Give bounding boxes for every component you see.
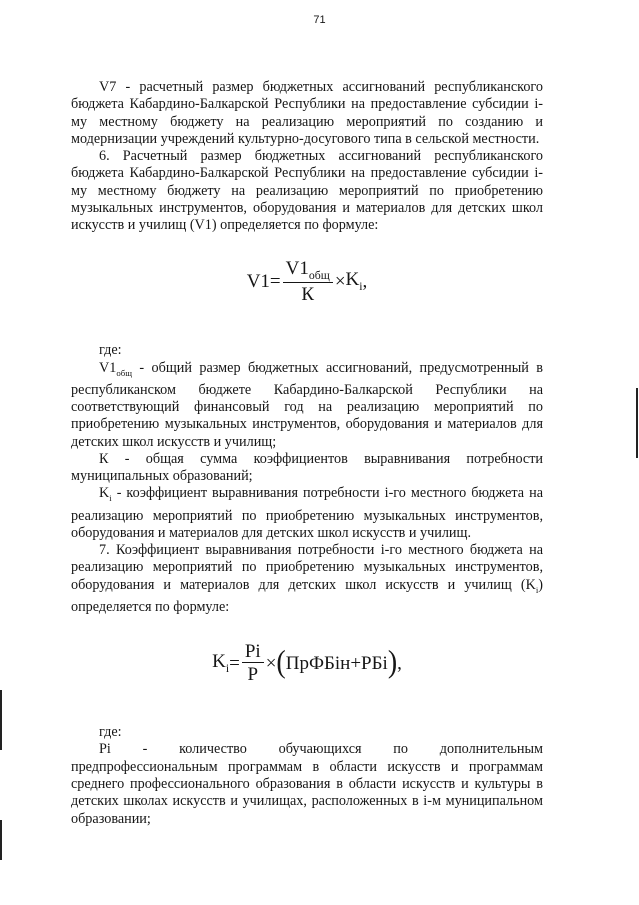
formula-ki-lhs <box>212 652 229 675</box>
item-7-text-a: 7. Коэффициент выравнивания потребности i-го местного бюджета на реализацию мероприятий по приобретению музыкальных инструментов, оборудования и материалов для детских школ искусств и училищ ( <box>71 542 543 593</box>
formula-ki-times: × <box>265 652 277 674</box>
definition-pi: Pi - количество обучающихся по дополнительным предпрофессиональным программам в области искусств и программам среднего профессионального образования в области искусств и культуры в детских школах искусств и училищах, расположенных в i-м муниципальном образовании; <box>71 741 543 827</box>
formula-v1-factor-main: K <box>345 269 360 291</box>
formula-v1-num-sub: общ <box>308 268 330 282</box>
formula-ki-denominator: P <box>247 664 259 686</box>
formula-ki-open-paren: ( <box>276 644 286 681</box>
page-number: 71 <box>313 14 326 26</box>
formula-v1 <box>71 259 543 305</box>
item-7-sub: i <box>535 584 539 595</box>
scan-edge-mark-left-2 <box>0 820 2 860</box>
formula-v1-factor <box>346 270 363 293</box>
item-7-symbol: K <box>525 576 536 593</box>
definition-v1-text: - общий размер бюджетных ассигнований, предусмотренный в республиканском бюджете Кабардино-Балкарской Республики на соответствующий финансовый год на реализацию мероприятий по приобретению музыкальных инструментов, оборудования и материалов для детских школ искусств и училищ; <box>71 359 543 450</box>
definition-v1-sub: общ <box>116 367 132 378</box>
formula-v1-factor-sub: i <box>359 279 363 293</box>
formula-v1-eq: = <box>269 270 281 292</box>
where-label-1: где: <box>99 342 122 359</box>
formula-v1-numerator <box>283 259 333 284</box>
formula-ki-fraction <box>242 642 264 684</box>
definition-ki <box>71 485 543 542</box>
formula-ki-close-paren: ) <box>387 644 398 681</box>
formula-ki-inner: ПрФБін+РБі <box>285 652 388 674</box>
formula-v1-times: × <box>334 270 346 292</box>
scan-edge-mark-right <box>636 388 638 458</box>
paragraph-item-7 <box>71 542 543 616</box>
formula-ki-lhs-main: K <box>212 650 226 672</box>
definition-ki-text: - коэффициент выравнивания потребности i-го местного бюджета на реализацию мероприятий по приобретению музыкальных инструментов, оборудования и материалов для детских школ искусств и училищ. <box>71 485 543 541</box>
paragraph-item-6: 6. Расчетный размер бюджетных ассигнований республиканского бюджета Кабардино-Балкарской Республики на предоставление субсидии i-му местному бюджету на реализацию мероприятий по приобретению музыкальных инструментов, оборудования и материалов для детских школ искусств и училищ (V1) определяется по формуле: <box>71 148 543 234</box>
formula-v1-denominator: К <box>301 284 315 306</box>
formula-v1-lhs: V1 <box>246 270 270 292</box>
formula-v1-fraction <box>283 259 333 305</box>
item-7-text-b: ) определяется по формуле: <box>71 576 543 615</box>
formula-ki-tail: , <box>397 652 402 674</box>
definition-v1-symbol: V1 <box>99 359 117 376</box>
formula-ki <box>71 642 543 684</box>
formula-ki-eq: = <box>229 652 240 674</box>
where-label-2: где: <box>99 724 122 741</box>
formula-v1-num-main: V1 <box>285 257 309 279</box>
document-body <box>71 79 543 828</box>
definition-v1-total <box>71 360 543 451</box>
formula-v1-tail: , <box>362 270 368 292</box>
scan-edge-mark-left <box>0 690 2 750</box>
formula-ki-lhs-sub: i <box>225 661 230 675</box>
definition-k: К - общая сумма коэффициентов выравнивания потребности муниципальных образований; <box>71 450 543 485</box>
definition-ki-sub: i <box>109 493 112 504</box>
paragraph-v7: V7 - расчетный размер бюджетных ассигнований республиканского бюджета Кабардино-Балкарской Республики на предоставление субсидии i-му местному бюджету на реализацию мероприятий по созданию и модернизации учреждений культурно-досугового типа в сельской местности. <box>71 79 543 147</box>
formula-ki-numerator: Pi <box>242 642 264 663</box>
definition-ki-symbol: K <box>99 485 110 502</box>
